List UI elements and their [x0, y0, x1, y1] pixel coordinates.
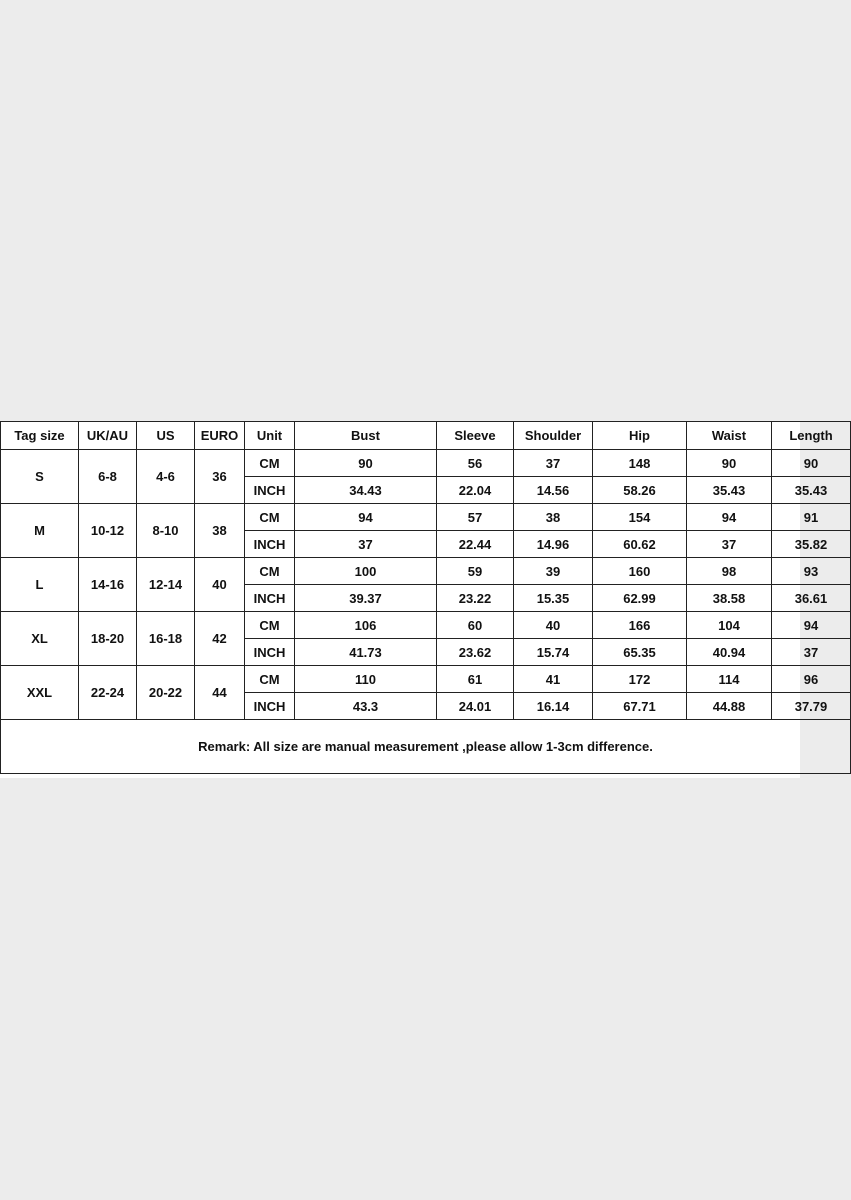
length-cell: 94	[772, 612, 851, 639]
remark-row	[1, 720, 851, 774]
waist-cell: 44.88	[687, 693, 772, 720]
sleeve-cell: 57	[437, 504, 514, 531]
us-cell: 12-14	[137, 558, 195, 612]
waist-cell: 38.58	[687, 585, 772, 612]
us-cell: 4-6	[137, 450, 195, 504]
sleeve-cell: 22.44	[437, 531, 514, 558]
table-row-xxl-cm	[1, 666, 851, 693]
tag-size-cell: M	[1, 504, 79, 558]
bust-cell: 106	[295, 612, 437, 639]
bust-cell: 90	[295, 450, 437, 477]
shoulder-cell: 40	[514, 612, 593, 639]
table-row-l-cm	[1, 558, 851, 585]
sleeve-cell: 23.22	[437, 585, 514, 612]
hip-cell: 67.71	[593, 693, 687, 720]
tag-size-cell: L	[1, 558, 79, 612]
length-cell: 36.61	[772, 585, 851, 612]
table-row-s-cm	[1, 450, 851, 477]
bust-cell: 94	[295, 504, 437, 531]
euro-cell: 44	[195, 666, 245, 720]
length-cell: 90	[772, 450, 851, 477]
sleeve-cell: 23.62	[437, 639, 514, 666]
header-us: US	[137, 422, 195, 450]
sleeve-cell: 56	[437, 450, 514, 477]
sleeve-cell: 22.04	[437, 477, 514, 504]
euro-cell: 42	[195, 612, 245, 666]
hip-cell: 65.35	[593, 639, 687, 666]
length-cell: 96	[772, 666, 851, 693]
bust-cell: 43.3	[295, 693, 437, 720]
unit-cell: INCH	[245, 585, 295, 612]
tag-size-cell: XXL	[1, 666, 79, 720]
length-cell: 37.79	[772, 693, 851, 720]
waist-cell: 40.94	[687, 639, 772, 666]
shoulder-cell: 14.96	[514, 531, 593, 558]
uk-au-cell: 18-20	[79, 612, 137, 666]
size-chart-table	[0, 421, 851, 774]
length-cell: 35.82	[772, 531, 851, 558]
header-hip: Hip	[593, 422, 687, 450]
unit-cell: INCH	[245, 531, 295, 558]
header-sleeve: Sleeve	[437, 422, 514, 450]
us-cell: 16-18	[137, 612, 195, 666]
hip-cell: 172	[593, 666, 687, 693]
unit-cell: CM	[245, 558, 295, 585]
length-cell: 35.43	[772, 477, 851, 504]
hip-cell: 58.26	[593, 477, 687, 504]
waist-cell: 114	[687, 666, 772, 693]
euro-cell: 40	[195, 558, 245, 612]
sleeve-cell: 24.01	[437, 693, 514, 720]
hip-cell: 166	[593, 612, 687, 639]
tag-size-cell: S	[1, 450, 79, 504]
unit-cell: INCH	[245, 693, 295, 720]
waist-cell: 35.43	[687, 477, 772, 504]
us-cell: 8-10	[137, 504, 195, 558]
bust-cell: 110	[295, 666, 437, 693]
header-unit: Unit	[245, 422, 295, 450]
uk-au-cell: 6-8	[79, 450, 137, 504]
uk-au-cell: 10-12	[79, 504, 137, 558]
shoulder-cell: 38	[514, 504, 593, 531]
length-cell: 37	[772, 639, 851, 666]
shoulder-cell: 16.14	[514, 693, 593, 720]
euro-cell: 36	[195, 450, 245, 504]
shoulder-cell: 41	[514, 666, 593, 693]
hip-cell: 148	[593, 450, 687, 477]
bust-cell: 39.37	[295, 585, 437, 612]
header-euro: EURO	[195, 422, 245, 450]
sleeve-cell: 61	[437, 666, 514, 693]
header-bust: Bust	[295, 422, 437, 450]
header-shoulder: Shoulder	[514, 422, 593, 450]
waist-cell: 37	[687, 531, 772, 558]
unit-cell: INCH	[245, 639, 295, 666]
unit-cell: CM	[245, 612, 295, 639]
bust-cell: 41.73	[295, 639, 437, 666]
hip-cell: 60.62	[593, 531, 687, 558]
uk-au-cell: 14-16	[79, 558, 137, 612]
hip-cell: 154	[593, 504, 687, 531]
remark-text: Remark: All size are manual measurement ,please allow 1-3cm difference.	[1, 720, 851, 774]
waist-cell: 90	[687, 450, 772, 477]
us-cell: 20-22	[137, 666, 195, 720]
length-cell: 93	[772, 558, 851, 585]
header-tag-size: Tag size	[1, 422, 79, 450]
hip-cell: 160	[593, 558, 687, 585]
sleeve-cell: 60	[437, 612, 514, 639]
header-length: Length	[772, 422, 851, 450]
shoulder-cell: 15.35	[514, 585, 593, 612]
tag-size-cell: XL	[1, 612, 79, 666]
header-uk-au: UK/AU	[79, 422, 137, 450]
bust-cell: 34.43	[295, 477, 437, 504]
waist-cell: 104	[687, 612, 772, 639]
sleeve-cell: 59	[437, 558, 514, 585]
unit-cell: CM	[245, 450, 295, 477]
uk-au-cell: 22-24	[79, 666, 137, 720]
bust-cell: 100	[295, 558, 437, 585]
waist-cell: 98	[687, 558, 772, 585]
shoulder-cell: 15.74	[514, 639, 593, 666]
shoulder-cell: 39	[514, 558, 593, 585]
header-row	[1, 422, 851, 450]
unit-cell: INCH	[245, 477, 295, 504]
euro-cell: 38	[195, 504, 245, 558]
unit-cell: CM	[245, 504, 295, 531]
length-cell: 91	[772, 504, 851, 531]
size-chart-sheet	[0, 421, 833, 778]
shoulder-cell: 37	[514, 450, 593, 477]
shoulder-cell: 14.56	[514, 477, 593, 504]
waist-cell: 94	[687, 504, 772, 531]
unit-cell: CM	[245, 666, 295, 693]
header-waist: Waist	[687, 422, 772, 450]
bust-cell: 37	[295, 531, 437, 558]
table-row-xl-cm	[1, 612, 851, 639]
hip-cell: 62.99	[593, 585, 687, 612]
table-row-m-cm	[1, 504, 851, 531]
